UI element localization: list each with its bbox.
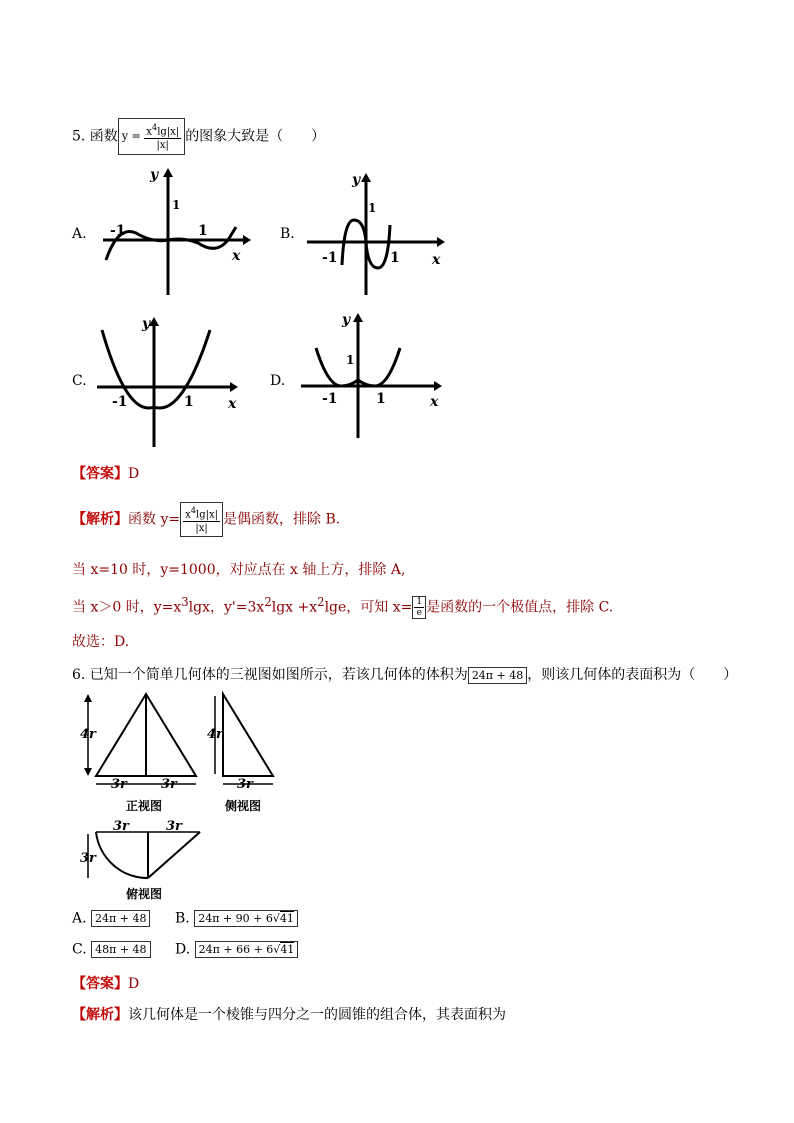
q5-analysis-line3: 当 x＞0 时，$y=x^3\lg x$，$y'=3x^2\lg x +x^2\lg e$，可知 x= $\frac{1}{e}$ 是函数的一个极值点，排除 C. bbox=[72, 595, 614, 619]
x-axis-arrow bbox=[243, 235, 251, 245]
top-view-label: 俯视图 bbox=[126, 887, 163, 901]
answer-label: 【答案】 bbox=[72, 976, 128, 992]
q6-stem: 6. 已知一个简单几何体的三视图如图所示，若该几何体的体积为 24π + 48 ，则该几何体的表面积为（ ） bbox=[72, 667, 738, 683]
side-view bbox=[205, 690, 285, 815]
side-triangle bbox=[223, 694, 273, 776]
q5-option-c-label: C. bbox=[72, 373, 87, 389]
q5-option-a-label: A. bbox=[72, 226, 87, 242]
q5-graph-b bbox=[302, 170, 452, 300]
volume-box: 24π + 48 bbox=[468, 667, 527, 684]
q5-answer bbox=[72, 463, 139, 483]
q6-option-a: A. 24π + 48 bbox=[72, 910, 150, 927]
analysis-label: 【解析】 bbox=[72, 1007, 128, 1023]
q5-option-b-label: B. bbox=[280, 226, 295, 242]
y-axis-arrow bbox=[149, 317, 159, 326]
q5-analysis-line1: 【解析】函数 y= $\frac{x^4\lg|x|}{|x|}$ 是偶函数，排除 B. bbox=[72, 502, 340, 537]
tick-neg1: -1 bbox=[112, 394, 128, 410]
tick-y1: 1 bbox=[368, 201, 377, 215]
tick-1: 1 bbox=[390, 250, 400, 266]
y-label: y bbox=[142, 316, 151, 332]
dim-4r: 4r bbox=[207, 727, 223, 742]
q5-number: 5. 函数 bbox=[72, 128, 118, 145]
x-label: x bbox=[430, 394, 439, 410]
dim-3r-right: 3r bbox=[161, 777, 177, 792]
dim-3r-depth: 3r bbox=[80, 851, 96, 866]
arrow-down bbox=[84, 768, 92, 776]
top-hypotenuse bbox=[148, 832, 200, 878]
tick-y1: 1 bbox=[172, 198, 181, 212]
quarter-arc bbox=[96, 832, 148, 878]
y-label: y bbox=[352, 172, 361, 188]
q5-formula-fraction: $\frac{x^4\lg|x|}{|x|}$ bbox=[146, 122, 180, 152]
arrow-up bbox=[84, 694, 92, 702]
x-axis-arrow bbox=[230, 382, 238, 392]
y-axis-arrow bbox=[163, 168, 173, 177]
tick-neg1: -1 bbox=[322, 250, 338, 266]
q5-formula-box: y = $\frac{x^4\lg|x|}{|x|}$ bbox=[118, 118, 185, 155]
q6-option-c: C. 48π + 48 bbox=[72, 941, 151, 958]
y-axis-arrow bbox=[353, 313, 363, 322]
x-axis-arrow bbox=[437, 237, 445, 247]
q5-analysis-line2: 当 x=10 时，y=1000，对应点在 x 轴上方，排除 A, bbox=[72, 562, 406, 578]
answer-label: 【答案】 bbox=[72, 466, 128, 482]
dim-3r: 3r bbox=[237, 777, 253, 792]
x-label: x bbox=[432, 252, 441, 268]
dim-3r-left: 3r bbox=[111, 777, 127, 792]
formula-box: $\frac{x^4\lg|x|}{|x|}$ bbox=[180, 502, 223, 537]
q5-graph-d bbox=[296, 308, 446, 443]
x-label: x bbox=[228, 396, 237, 412]
answer-value: D bbox=[128, 466, 140, 482]
front-view-label: 正视图 bbox=[126, 799, 163, 813]
tick-y1: 1 bbox=[346, 353, 355, 367]
tick-neg1: -1 bbox=[110, 223, 126, 239]
analysis-label: 【解析】 bbox=[72, 511, 128, 528]
q6-option-d: D. 24π + 66 + 6√41 bbox=[175, 941, 298, 958]
q5-stem-tail: 的图象大致是（ ） bbox=[185, 128, 326, 145]
q5-graph-a bbox=[98, 165, 253, 300]
y-label: y bbox=[150, 167, 159, 183]
q5-option-d-label: D. bbox=[270, 373, 286, 389]
dim-3r-right: 3r bbox=[166, 819, 182, 834]
x-label: x bbox=[232, 248, 241, 264]
dim-3r-left: 3r bbox=[113, 819, 129, 834]
fraction-box: $\frac{1}{e}$ bbox=[412, 596, 426, 619]
side-view-label: 侧视图 bbox=[225, 799, 262, 813]
y-axis-arrow bbox=[361, 173, 371, 182]
tick-1: 1 bbox=[376, 391, 386, 407]
tick-1: 1 bbox=[184, 394, 194, 410]
top-view bbox=[78, 818, 208, 904]
q5-stem bbox=[72, 118, 325, 155]
q5-analysis-line4: 故选：D. bbox=[72, 634, 130, 650]
y-label: y bbox=[342, 312, 351, 328]
x-axis-arrow bbox=[434, 381, 442, 391]
q6-analysis: 【解析】该几何体是一个棱锥与四分之一的圆锥的组合体，其表面积为 bbox=[72, 1007, 506, 1023]
dim-4r: 4r bbox=[80, 727, 96, 742]
front-view bbox=[78, 690, 208, 815]
q6-answer bbox=[72, 973, 139, 993]
answer-value: D bbox=[128, 976, 140, 992]
q6-option-b: B. 24π + 90 + 6√41 bbox=[175, 910, 298, 927]
tick-neg1: -1 bbox=[322, 391, 338, 407]
tick-1: 1 bbox=[198, 223, 208, 239]
q5-graph-c bbox=[92, 312, 247, 452]
